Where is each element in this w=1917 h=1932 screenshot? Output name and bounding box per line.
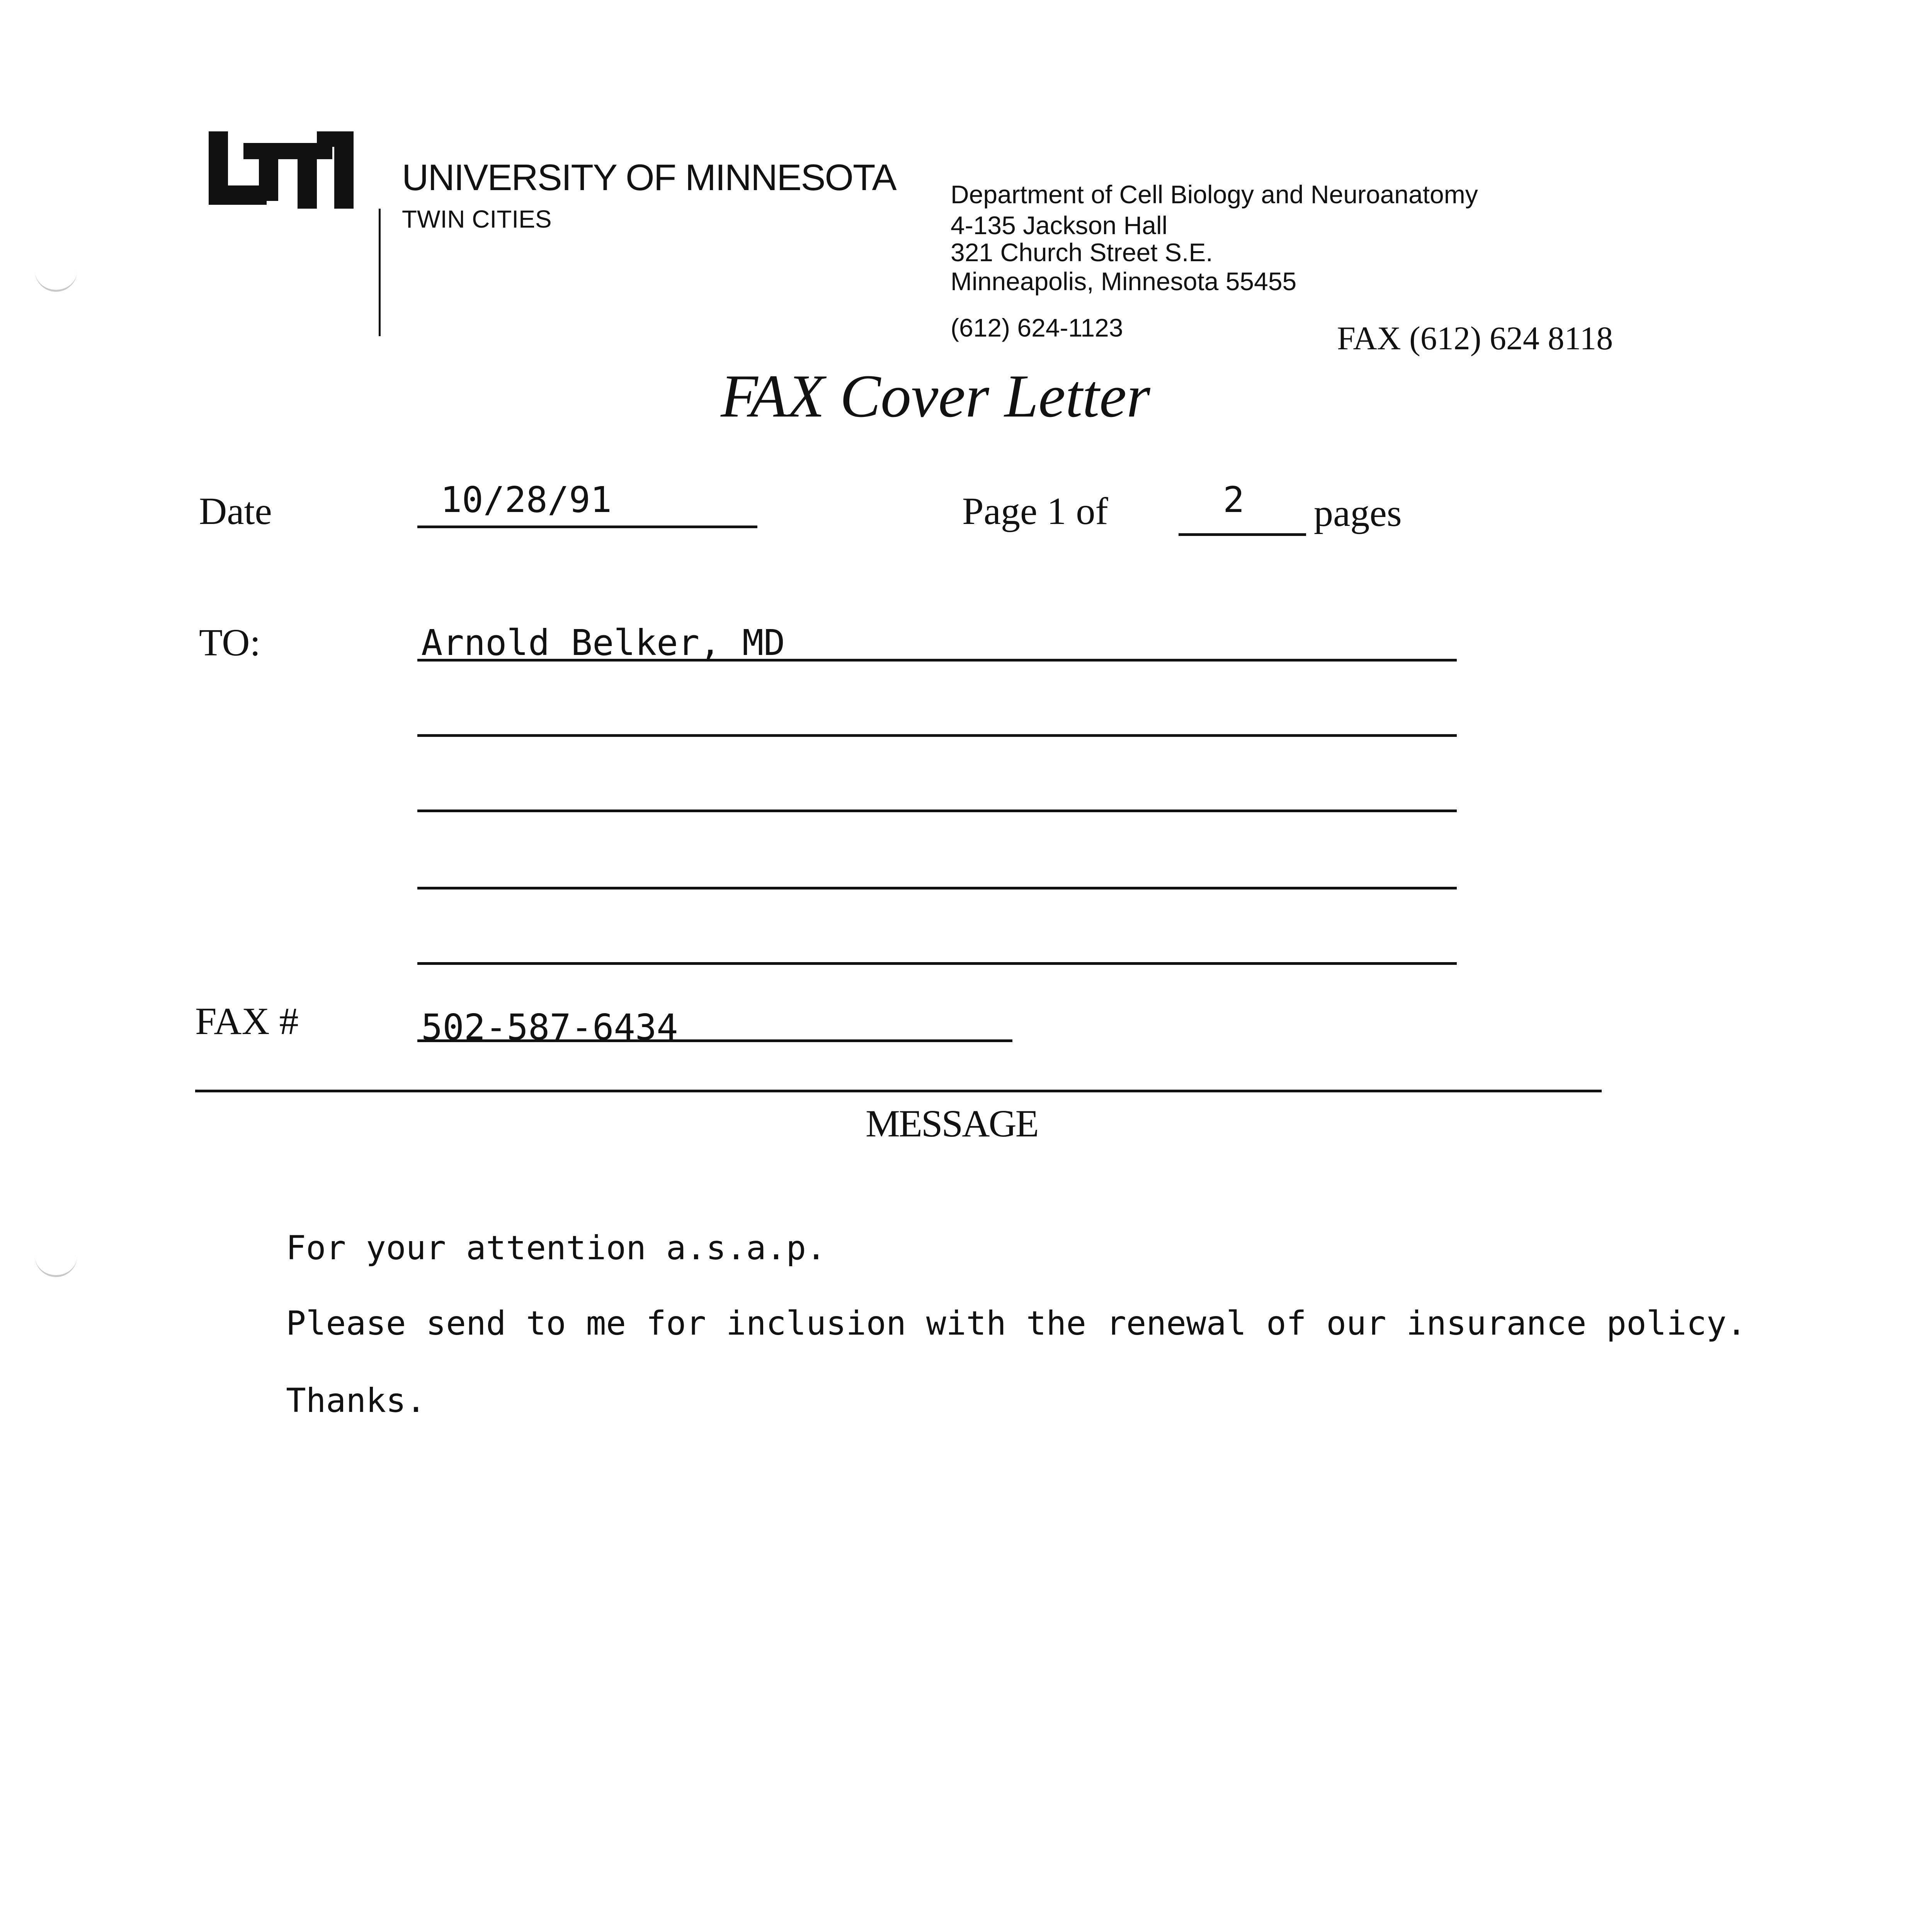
campus-name: TWIN CITIES (402, 205, 552, 233)
document-title: FAX Cover Letter (721, 362, 1150, 430)
to-label: TO: (199, 621, 261, 664)
letterhead-divider (379, 209, 381, 336)
to-line-4 (417, 887, 1457, 889)
message-heading: MESSAGE (866, 1102, 1038, 1145)
phone-number: (612) 624-1123 (951, 313, 1123, 342)
fax-number-header: FAX (612) 624 8118 (1337, 320, 1613, 357)
to-line-5 (417, 962, 1457, 965)
department-name: Department of Cell Biology and Neuroanatomy (951, 180, 1478, 209)
date-label: Date (199, 490, 272, 532)
fax-underline (417, 1039, 1012, 1042)
page-label: Page 1 of (962, 490, 1108, 532)
university-name: UNIVERSITY OF MINNESOTA (402, 157, 896, 198)
message-line: For your attention a.s.a.p. (286, 1229, 826, 1267)
punch-hole-mark (35, 1252, 77, 1277)
page-total-value: 2 (1223, 479, 1245, 520)
address-line-1: 4-135 Jackson Hall (951, 211, 1168, 240)
to-line-2 (417, 734, 1457, 737)
message-line: Please send to me for inclusion with the renewal of our insurance policy. (286, 1304, 1747, 1343)
message-line: Thanks. (286, 1381, 426, 1420)
address-line-3: Minneapolis, Minnesota 55455 (951, 267, 1297, 296)
to-line-1 (417, 659, 1457, 662)
pages-label: pages (1314, 492, 1402, 534)
date-value: 10/28/91 (441, 479, 612, 520)
fax-value: 502-587-6434 (421, 1007, 678, 1048)
message-divider (195, 1090, 1602, 1092)
address-line-2: 321 Church Street S.E. (951, 238, 1213, 267)
to-line-3 (417, 810, 1457, 812)
punch-hole-mark (35, 267, 77, 292)
to-value: Arnold Belker, MD (421, 622, 785, 663)
date-underline (417, 526, 757, 528)
university-logo-icon (201, 124, 363, 224)
fax-label: FAX # (195, 1000, 299, 1043)
page-total-underline (1179, 533, 1306, 536)
